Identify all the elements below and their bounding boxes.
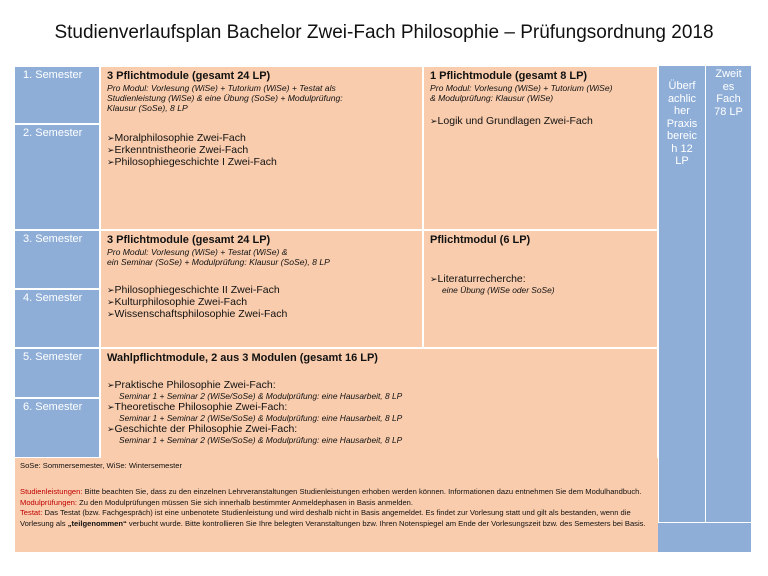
page-title: Studienverlaufsplan Bachelor Zwei-Fach Philosophie – Prüfungsordnung 2018 [54, 22, 714, 43]
module-item-detail: Seminar 1 + Seminar 2 (WiSe/SoSe) & Modulprüfung: eine Hausarbeit, 8 LP [119, 435, 403, 445]
arrow-bullet-icon: ➢ [430, 116, 438, 126]
arrow-bullet-icon: ➢ [107, 145, 115, 155]
block2-heading: 1 Pflichtmodule (gesamt 8 LP) [430, 70, 588, 82]
semester-5-label: 5. Semester [15, 348, 100, 398]
module-item: ➢Erkenntnistheorie Zwei-Fach [107, 144, 249, 156]
block1-desc-line: Klausur (SoSe), 8 LP [107, 103, 188, 113]
arrow-bullet-icon: ➢ [107, 424, 115, 434]
semester-1-label: 1. Semester [15, 66, 100, 124]
module-block-literaturrecherche [423, 230, 658, 348]
abbreviation-note: SoSe: Sommersemester, WiSe: Wintersemester [20, 461, 183, 470]
arrow-bullet-icon: ➢ [107, 157, 115, 167]
module-block-sem3-4 [100, 230, 423, 348]
footnotes [20, 461, 750, 529]
block3-desc-line: ein Seminar (SoSe) + Modulprüfung: Klausur (SoSe), 8 LP [107, 257, 330, 267]
block3-heading: 3 Pflichtmodule (gesamt 24 LP) [107, 234, 271, 246]
arrow-bullet-icon: ➢ [107, 297, 115, 307]
module-item: ➢Philosophiegeschichte I Zwei-Fach [107, 156, 277, 168]
block2-desc-line: & Modulprüfung: Klausur (WiSe) [430, 93, 554, 103]
block1-desc-line: Studienleistung (WiSe) & eine Übung (SoSe) + Modulprüfung: [107, 93, 343, 103]
testat-note-cont: Vorlesung als „teilgenommen“ verbucht wurde. Bitte kontrollieren Sie Ihre belegten Veranstaltungen bzw. Ihren Notenspiegel am Ende der Vorlesungszeit bzw. des Semesters bei Basis. [20, 518, 646, 528]
arrow-bullet-icon: ➢ [107, 380, 115, 390]
arrow-bullet-icon: ➢ [107, 133, 115, 143]
module-item: ➢Praktische Philosophie Zwei-Fach: [107, 379, 276, 391]
module-item-detail: Seminar 1 + Seminar 2 (WiSe/SoSe) & Modulprüfung: eine Hausarbeit, 8 LP [119, 391, 403, 401]
module-item: ➢Kulturphilosophie Zwei-Fach [107, 296, 248, 308]
module-block-logik [423, 66, 658, 230]
semester-6-label: 6. Semester [15, 398, 100, 458]
block4-heading: Pflichtmodul (6 LP) [430, 234, 531, 246]
modulpruefungen-note: Modulprüfungen: Zu den Modulprüfungen müssen Sie sich innerhalb bestimmter Anmeldephasen in Basis anmelden. [20, 497, 414, 507]
arrow-bullet-icon: ➢ [107, 285, 115, 295]
block1-desc-line: Pro Modul: Vorlesung (WiSe) + Tutorium (WiSe) + Testat als [107, 83, 336, 93]
module-item: ➢Theoretische Philosophie Zwei-Fach: [107, 401, 288, 413]
praxis-column: Überf achlic her Praxis bereic h 12 LP [658, 66, 705, 522]
module-block-wahlpflicht [100, 348, 658, 458]
testat-note: Testat: Das Testat (bzw. Fachgespräch) ist eine unbenotete Studienleistung und wird deshalb nicht in Basis angemeldet. Es findet zur Vorlesung statt und gilt als bestanden, wenn die [20, 508, 631, 518]
arrow-bullet-icon: ➢ [107, 402, 115, 412]
semester-4-label: 4. Semester [15, 289, 100, 348]
block1-heading: 3 Pflichtmodule (gesamt 24 LP) [107, 70, 271, 82]
module-item-detail: eine Übung (WiSe oder SoSe) [442, 285, 555, 295]
module-block-sem1-2 [100, 66, 423, 230]
studienleistungen-note: Studienleistungen: Bitte beachten Sie, dass zu den einzelnen Lehrveranstaltungen Studienleistungen erhoben werden können. Informationen dazu entnehmen Sie dem Modulhandbuch. [20, 487, 642, 497]
module-item-detail: Seminar 1 + Seminar 2 (WiSe/SoSe) & Modulprüfung: eine Hausarbeit, 8 LP [119, 413, 403, 423]
module-item: ➢Philosophiegeschichte II Zwei-Fach [107, 284, 280, 296]
module-item: ➢Moralphilosophie Zwei-Fach [107, 132, 246, 144]
block3-desc-line: Pro Modul: Vorlesung (WiSe) + Testat (WiSe) & [107, 247, 288, 257]
module-item: ➢Logik und Grundlagen Zwei-Fach [430, 115, 593, 127]
zweites-fach-column: Zweit es Fach 78 LP [705, 66, 751, 522]
block2-desc-line: Pro Modul: Vorlesung (WiSe) + Tutorium (WiSe) [430, 83, 613, 93]
arrow-bullet-icon: ➢ [430, 274, 438, 284]
semester-2-label: 2. Semester [15, 124, 100, 230]
semester-3-label: 3. Semester [15, 230, 100, 289]
module-item: ➢Geschichte der Philosophie Zwei-Fach: [107, 423, 298, 435]
block5-heading: Wahlpflichtmodule, 2 aus 3 Modulen (gesamt 16 LP) [107, 352, 378, 364]
module-item: ➢Wissenschaftsphilosophie Zwei-Fach [107, 308, 288, 320]
arrow-bullet-icon: ➢ [107, 309, 115, 319]
module-item: ➢Literaturrecherche: [430, 273, 526, 285]
